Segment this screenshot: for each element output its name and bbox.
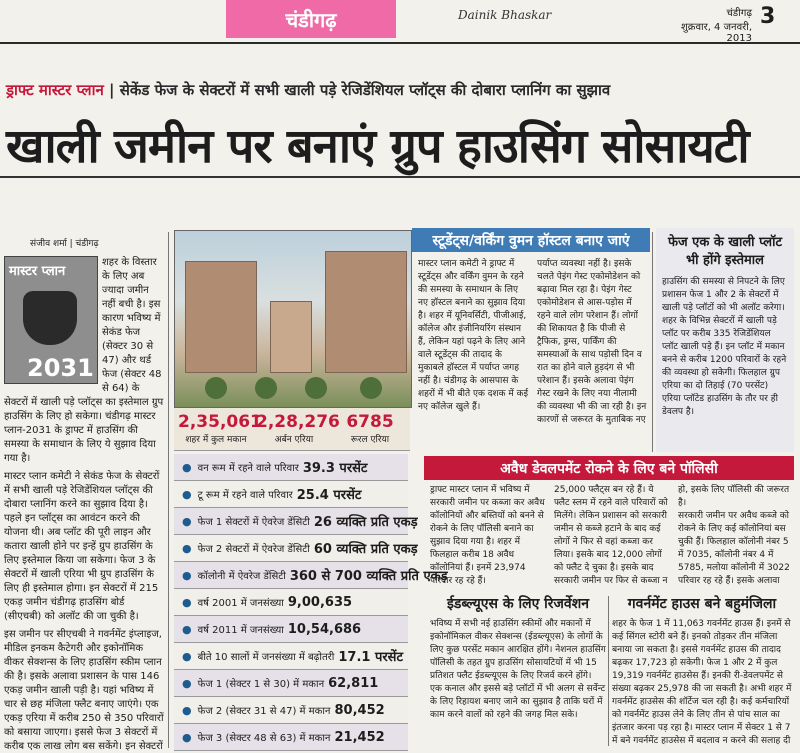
date-box (660, 5, 752, 44)
headline: खाली जमीन पर बनाएं ग्रुप हाउसिंग सोसायटी (6, 119, 749, 174)
story-paragraph: मास्टर प्लान कमेटी ने ड्राफ्ट में स्टूडेंट्स और वर्किंग वुमन के रहने की समस्या के समाधान के लिए नए हॉस्टल बनाने का सुझाव दिया है। शहर में यूनिवर्सिटी, पीजीआई, कॉलेज और इंजीनियरिंग संस्थान हैं, लेकिन यहां पढ़ने के लिए आने वाले स्टूडेंट्स की तादाद के मुकाबले हॉस्टल में पर्याप्त जगह नहीं है। चंडीगढ़ के आसपास के शहरों में भी बीते एक दशक में कई नए कॉलेज खुले हैं। (418, 259, 528, 412)
story-paragraph: इस जमीन पर सीएचबी ने गवर्नमेंट इंप्लाइज, मीडिल इनकम कैटेगरी और इकोनॉमिक वीकर सेक्शन्स के लिए हाउसिंग स्कीम प्लान की है। इसके अलावा प्रशासन के पास 146 एकड़ जमीन खाली पड़ी है। यहां भविष्य में चार से छह मंजिला फ्लैट बनाए जाएंगे। एक एकड़ एरिया में करीब 250 से 350 परिवारों को बसाया जाएगा। इससे फेज 3 सेक्टरों में करीब एक लाख लोग बस सकेंगे। इन सेक्टरों (4, 629, 164, 752)
main-story (4, 256, 164, 753)
stat-total-houses: 2,35,061 शहर में कुल मकान (178, 412, 262, 445)
hostel-story (418, 258, 648, 438)
policy-story (430, 484, 794, 588)
signature: Dainik Bhaskar (458, 8, 552, 22)
stat-rural-area: 6785 रूरल एरिया (346, 412, 394, 445)
kicker-label: ड्राफ्ट मास्टर प्लान (6, 81, 104, 99)
city-tab: चंडीगढ़ (226, 0, 396, 38)
govt-house-text: शहर के फेज 1 में 11,063 गवर्नमेंट हाउस हैं। इनमें से कई सिंगल स्टोरी बने हैं। इनको तोड़कर तीन मंजिला बनाया जा सकता है। इससे गवर्नमेंट हाउस की तादाद बढ़कर 17,723 हो सकेगी। फेज 1 और 2 में कुल 19,319 गवर्नमेंट हाउसेस हैं। इनकी री-डेवलपमेंट से संख्या बढ़कर 25,978 की जा सकती है। अभी शहर में गवर्नमेंट हाउसेस की शॉर्टेज चल रही है। कई कर्मचारियों को गवर्नमेंट हाउस लेने के लिए तीन से पांच साल का इंतजार करना पड़ रहा है। मास्टर प्लान में सेक्टर 1 से 7 में बने गवर्नमेंट हाउसेस में बदलाव न करने की सलाह दी (612, 619, 792, 746)
fact-item: ● फेज 3 (सेक्टर 48 से 63) में मकान 21,452 (174, 724, 408, 751)
fact-item: ● वन रूम में रहने वाले परिवार 39.3 परसेंट (174, 454, 408, 481)
divider (0, 176, 800, 178)
fact-item: ● बीते 10 सालों में जनसंख्या में बढ़ोतरी 17.1 परसेंट (174, 643, 408, 670)
kicker-text: सेकेंड फेज के सेक्टरों में सभी खाली पड़े रेजिडेंशियल प्लॉट्स की दोबारा प्लानिंग का सुझाव (119, 81, 611, 99)
kicker (6, 80, 796, 100)
fact-item: ● फेज 1 (सेक्टर 1 से 30) में मकान 62,811 (174, 670, 408, 697)
logo-text: मास्टर प्लान (9, 264, 66, 279)
story-paragraph: शहर के विस्तार के लिए अब ज्यादा जमीन नहीं बची है। इस कारण भविष्य में सेकंड फेज (सेक्टर 30 से 47) और थर्ड फेज (सेक्टर 48 से 64) के सेक्टरों में खाली पड़े प्लॉट्स का इस्तेमाल ग्रुप हाउसिंग के लिए हो सकेगा। चंडीगढ़ मास्टर प्लान-2031 के ड्राफ्ट में हाउसिंग की समस्या के समाधान के लिए ये सुझाव दिया गया है। (4, 257, 164, 464)
fact-item: ● फेज 2 (सेक्टर 31 से 47) में मकान 80,452 (174, 697, 408, 724)
stat-urban-area: 2,28,276 अर्बन एरिया (256, 412, 340, 445)
fact-item: ● फेज 1 सेक्टरों में ऐवरेज डेंसिटी 26 व्यक्ति प्रति एकड़ (174, 508, 408, 535)
housing-stats (174, 408, 410, 451)
hostel-heading: स्टूडेंट्स/वर्किंग वुमन हॉस्टल बनाए जाएं (412, 228, 650, 252)
housing-photo (174, 230, 412, 408)
story-paragraph: पर्याप्त व्यवस्था नहीं है। इसके चलते पेइंग गेस्ट एकोमोडेशन को बढ़ावा मिल रहा है। पेइंग गेस्ट एकोमोडेशन से आस-पड़ोस में रहने वाले लोग परेशान हैं। लोगों की शिकायत है कि पीजी से ट्रैफिक, ड्रग्स, पार्किंग की समस्याओं के साथ पड़ोसी दिन व रात का होने वाले हुड़दंग से भी परेशान हैं। इसके अलावा पेइंग गेस्ट रखने के लिए नया नीलामी की व्यवस्था भी की जा रही है। इन कारणों से जरूरत के मुताबिक नए (537, 259, 647, 425)
logo-year: 2031 (27, 354, 94, 382)
page-number: 3 (760, 4, 776, 29)
master-plan-logo (4, 256, 98, 384)
phase-one-box (656, 228, 794, 452)
kicker-separator: | (109, 81, 115, 99)
story-paragraph: सरकारी जमीन पर अवैध कब्जे को रोकने के लिए कई कॉलोनियां बस चुकी हैं। फिलहाल कॉलोनी नंबर 5 में 7035, कॉलोनी नंबर 4 में 5785, मलोया कॉलोनी में 3022 परिवार रह रहे हैं। इसके अलावा (678, 511, 790, 586)
story-paragraph: मास्टर प्लान कमेटी ने सेकंड फेज के सेक्टरों में सभी खाली पड़े रेजिडेंशियल प्लॉट्स की दोबारा प्लानिंग करने का सुझाव दिया है। पहले इन प्लॉट्स का आवंटन करने की योजना थी। अब प्लॉट की पूरी लाइन और कतारा खाली होने पर इन्हें ग्रुप हाउसिंग के लिए इस्तेमाल किया जा सकेगा। फेज 3 के सेक्टरों में खाली एरिया भी ग्रुप हाउसिंग के लिए ही इस्तेमाल होगा। इन सेक्टरों में 215 एकड़ जमीन चंडीगढ़ हाउसिंग बोर्ड (सीएचबी) को अलॉट की जा चुकी है। (4, 471, 160, 622)
ews-text: भविष्य में सभी नई हाउसिंग स्कीमों और मकानों में इकोनॉमिकल वीकर सेक्शन्स (ईडब्ल्यूएस) के लोगों के लिए कुछ परसेंट मकान आरक्षित होंगे। नेशनल हाउसिंग पॉलिसी के तहत ग्रुप हाउसिंग सोसायटियों में भी 15 प्रतिशत फ्लैट ईडब्ल्यूएस के लिए रिजर्व करने होंगे। एक कनाल और इससे बड़े प्लॉटों में भी अलग से सर्वेन्ट के लिए रिहायश बनाए जाने का सुझाव है ताकि घरों में काम करने वालों को रहने की जगह मिल सके। (430, 619, 606, 720)
story-paragraph: ड्राफ्ट मास्टर प्लान में भविष्य में सरकारी जमीन पर कब्जा कर अवैध कॉलोनियों और बस्तियों को बनने से रोकने के लिए पॉलिसी बनाने का सुझाव दिया गया है। शहर में फिलहाल करीब 18 अवैध कॉलोनियां हैं। इनमें 23,974 परिवार रह रहे हैं। (430, 485, 545, 586)
phase-one-heading: फेज एक के खाली प्लॉट भी होंगे इस्तेमाल (667, 235, 783, 268)
fact-item: ● टू रूम में रहने वाले परिवार 25.4 परसेंट (174, 481, 408, 508)
issue-date: शुक्रवार, 4 जनवरी, 2013 (680, 22, 752, 44)
policy-heading: अवैध डेवलपमेंट रोकने के लिए बने पॉलिसी (424, 456, 794, 480)
phase-one-text: हाउसिंग की समस्या से निपटने के लिए प्रशासन फेज 1 और 2 के सेक्टरों में खाली पड़े प्लॉटों को भी अलॉट करेगा। शहर के विभिन्न सेक्टरों में खाली पड़े प्लॉट पर करीब 335 रेजिडेंशियल प्लॉट खाली पड़े हैं। इन प्लॉट में मकान बनने से करीब 1200 परिवारों के रहने की व्यवस्था हो सकेगी। फिलहाल ग्रुप एरिया का दो तिहाई (70 परसेंट) एरिया प्लॉटेड हाउसिंग के तौर पर ही डेवलप है। (662, 277, 787, 417)
ews-heading: ईडब्ल्यूएस के लिए रिजर्वेशन (447, 596, 589, 612)
fact-item: ● कॉलोनी में ऐवरेज डेंसिटी 360 से 700 व्यक्ति प्रति एकड़ (174, 562, 408, 589)
govt-house-heading: गवर्नमेंट हाउस बने बहुमंजिला (627, 596, 777, 612)
hand-icon (23, 291, 77, 345)
masthead (0, 0, 800, 44)
fact-item: ● वर्ष 2011 में जनसंख्या 10,54,686 (174, 616, 408, 643)
city-small: चंडीगढ़ (726, 8, 752, 19)
fact-list (174, 454, 448, 753)
byline: संजीव शर्मा | चंडीगढ़ (30, 239, 99, 249)
fact-item: ● वर्ष 2001 में जनसंख्या 9,00,635 (174, 589, 408, 616)
fact-item: ● फेज 2 सेक्टरों में ऐवरेज डेंसिटी 60 व्यक्ति प्रति एकड़ (174, 535, 408, 562)
story-paragraph: 25,000 फ्लैट्स बन रहे हैं। ये फ्लैट स्लम में रहने वाले परिवारों को मिलेंगे। लेकिन प्रशासन को सरकारी जमीन से कब्जे हटाने के बाद कई लोगों ने फिर से वहां कब्जा कर लिया। इसके बाद 12,000 लोगों को फ्लैट दे चुका है। इसके बाद सरकारी जमीन पर फिर से कब्जा न हो, इसके लिए पॉलिसी की जरूरत है। (554, 485, 790, 586)
